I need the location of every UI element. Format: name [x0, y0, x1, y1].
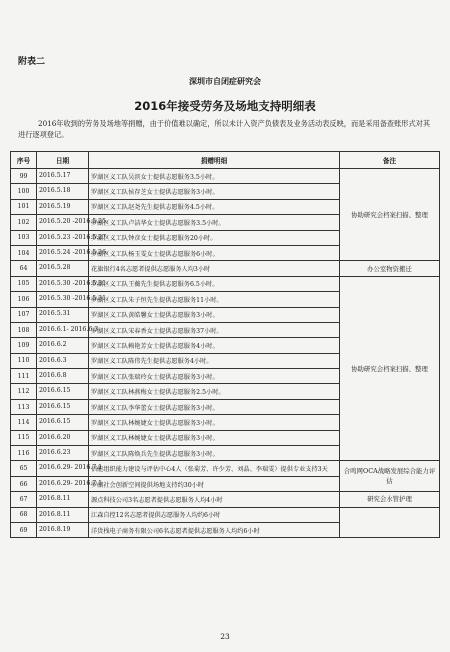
table-row — [11, 169, 440, 184]
row-number: 103 — [11, 230, 37, 245]
row-date: 2016.5.23 -2016.5.27 — [37, 230, 89, 245]
row-number: 104 — [11, 245, 37, 260]
row-date: 2016.6.2 — [37, 338, 89, 353]
table-row — [11, 492, 440, 507]
row-number: 101 — [11, 199, 37, 214]
intro-paragraph: 2016年收到的劳务及场地等捐赠，由于价值难以确定，所以未计入资产负债表及业务活动表反映，而是采用备查账形式对其进行逐项登记。 — [18, 119, 431, 139]
appendix-label: 附表二 — [18, 57, 46, 67]
table-body — [11, 169, 440, 538]
row-description: 罗湖区义工队钟彦女士提供志愿服务20小时。 — [89, 230, 340, 245]
row-number: 106 — [11, 292, 37, 307]
row-date: 2016.8.11 — [37, 507, 89, 522]
row-note: 合鸣网OCA战略发展综合能力评估 — [340, 461, 440, 492]
row-description: 罗湖区义工队赖艳芳女士提供志愿服务4小时。 — [89, 338, 340, 353]
row-description: 罗湖区义工队赵尧先生提供志愿服务4.5小时。 — [89, 199, 340, 214]
header-date: 日期 — [37, 152, 89, 169]
row-description: 罗湖区义工队宋春香女士提供志愿服务37小时。 — [89, 322, 340, 337]
row-description: 罗湖区义工队陈伟先生提供志愿服务4小时。 — [89, 353, 340, 368]
row-date: 2016.6.29- 2016.7.1 — [37, 461, 89, 476]
header-desc: 捐赠明细 — [89, 152, 340, 169]
row-number: 64 — [11, 261, 37, 276]
row-description: 罗湖区义工队林燕梅女士提供志愿服务2.5小时。 — [89, 384, 340, 399]
row-number: 66 — [11, 476, 37, 491]
row-number: 100 — [11, 184, 37, 199]
row-date: 2016.5.20 -2016.5.25 — [37, 215, 89, 230]
row-description: 罗湖区义工队林婉婕女士提供志愿服务3小时。 — [89, 415, 340, 430]
row-number: 114 — [11, 415, 37, 430]
row-note: 协助研究会档案扫描、整理 — [340, 169, 440, 261]
page-title: 2016年接受劳务及场地支持明细表 — [134, 99, 316, 113]
row-date: 2016.5.18 — [37, 184, 89, 199]
row-description: 罗湖区义工队林婉婕女士提供志愿服务3小时。 — [89, 430, 340, 445]
row-date: 2016.6.15 — [37, 399, 89, 414]
table-row — [11, 507, 440, 522]
row-date: 2016.6.29- 2016.7.1 — [37, 476, 89, 491]
row-note: 研究会水管护理 — [340, 492, 440, 507]
row-number: 116 — [11, 446, 37, 461]
row-description: 罗湖社会创新空间提供场地支持约30小时 — [89, 476, 340, 491]
row-number: 111 — [11, 369, 37, 384]
row-date: 2016.6.8 — [37, 369, 89, 384]
row-note: 办公室物资搬迁 — [340, 261, 440, 276]
row-number: 110 — [11, 353, 37, 368]
row-date: 2016.5.17 — [37, 169, 89, 184]
row-date: 2016.5.19 — [37, 199, 89, 214]
row-description: 罗湖区义工队卢洁华女士提供志愿服务3.5小时。 — [89, 215, 340, 230]
row-description: 江森自控12名志愿者提供志愿服务人均约6小时 — [89, 507, 340, 522]
row-date: 2016.6.15 — [37, 415, 89, 430]
row-description: 罗湖区义工队李华蕾女士提供志愿服务3小时。 — [89, 399, 340, 414]
table-row — [11, 261, 440, 276]
row-date: 2016.8.19 — [37, 522, 89, 537]
row-number: 68 — [11, 507, 37, 522]
table-row — [11, 276, 440, 291]
page-number: 23 — [220, 632, 230, 641]
row-description: 罗湖区义工队张瑞玲女士提供志愿服务3小时。 — [89, 369, 340, 384]
row-description: 洋货栈电子商务有限公司6名志愿者提供志愿服务人均约6小时 — [89, 522, 340, 537]
row-note: 协助研究会档案扫描、整理 — [340, 276, 440, 461]
row-date: 2016.6.23 — [37, 446, 89, 461]
header-no: 序号 — [11, 152, 37, 169]
row-number: 69 — [11, 522, 37, 537]
row-number: 105 — [11, 276, 37, 291]
row-number: 115 — [11, 430, 37, 445]
row-description: 罗湖区义工队吴滨女士提供志愿服务3.5小时。 — [89, 169, 340, 184]
row-description: 花旗银行4名志愿者提供志愿服务人均3小时 — [89, 261, 340, 276]
row-description: 罗湖区义工队杨玉雯女士提供志愿服务6小时。 — [89, 245, 340, 260]
row-number: 99 — [11, 169, 37, 184]
row-date: 2016.5.24 -2016.5.26 — [37, 245, 89, 260]
row-description: 源点科技公司3名志愿者提供志愿服务人均4小时 — [89, 492, 340, 507]
organization-name: 深圳市自闭症研究会 — [189, 76, 261, 86]
row-date: 2016.5.31 — [37, 307, 89, 322]
row-date: 2016.5.28 — [37, 261, 89, 276]
row-date: 2016.6.20 — [37, 430, 89, 445]
row-date: 2016.6.1- 2016.6.3 — [37, 322, 89, 337]
row-description: 罗湖区义工队黄皓馨女士提供志愿服务3小时。 — [89, 307, 340, 322]
row-number: 107 — [11, 307, 37, 322]
table-header-row — [11, 152, 440, 169]
row-date: 2016.8.11 — [37, 492, 89, 507]
row-description: 罗湖区义工队王蘅先生提供志愿服务6.5小时。 — [89, 276, 340, 291]
row-number: 113 — [11, 399, 37, 414]
row-date: 2016.5.30 -2016.5.31 — [37, 292, 89, 307]
row-number: 102 — [11, 215, 37, 230]
row-number: 109 — [11, 338, 37, 353]
row-number: 67 — [11, 492, 37, 507]
row-description: 罗湖区义工队朱子恒先生提供志愿服务11小时。 — [89, 292, 340, 307]
donation-table — [10, 151, 440, 538]
table-row — [11, 461, 440, 476]
row-note — [340, 507, 440, 538]
row-description: 信能组织能力建设与评估中心4人（张菊芳、许少芳、刘晶、李瑞雯）提供专业支持3天 — [89, 461, 340, 476]
row-description: 罗湖区义工队陈焕兵先生提供志愿服务3小时。 — [89, 446, 340, 461]
header-note: 备注 — [340, 152, 440, 169]
row-number: 112 — [11, 384, 37, 399]
row-date: 2016.6.3 — [37, 353, 89, 368]
row-number: 108 — [11, 322, 37, 337]
row-date: 2016.6.15 — [37, 384, 89, 399]
row-number: 65 — [11, 461, 37, 476]
row-description: 罗湖区义工队侯存芝女士提供志愿服务3小时。 — [89, 184, 340, 199]
row-date: 2016.5.30 -2016.5.31 — [37, 276, 89, 291]
